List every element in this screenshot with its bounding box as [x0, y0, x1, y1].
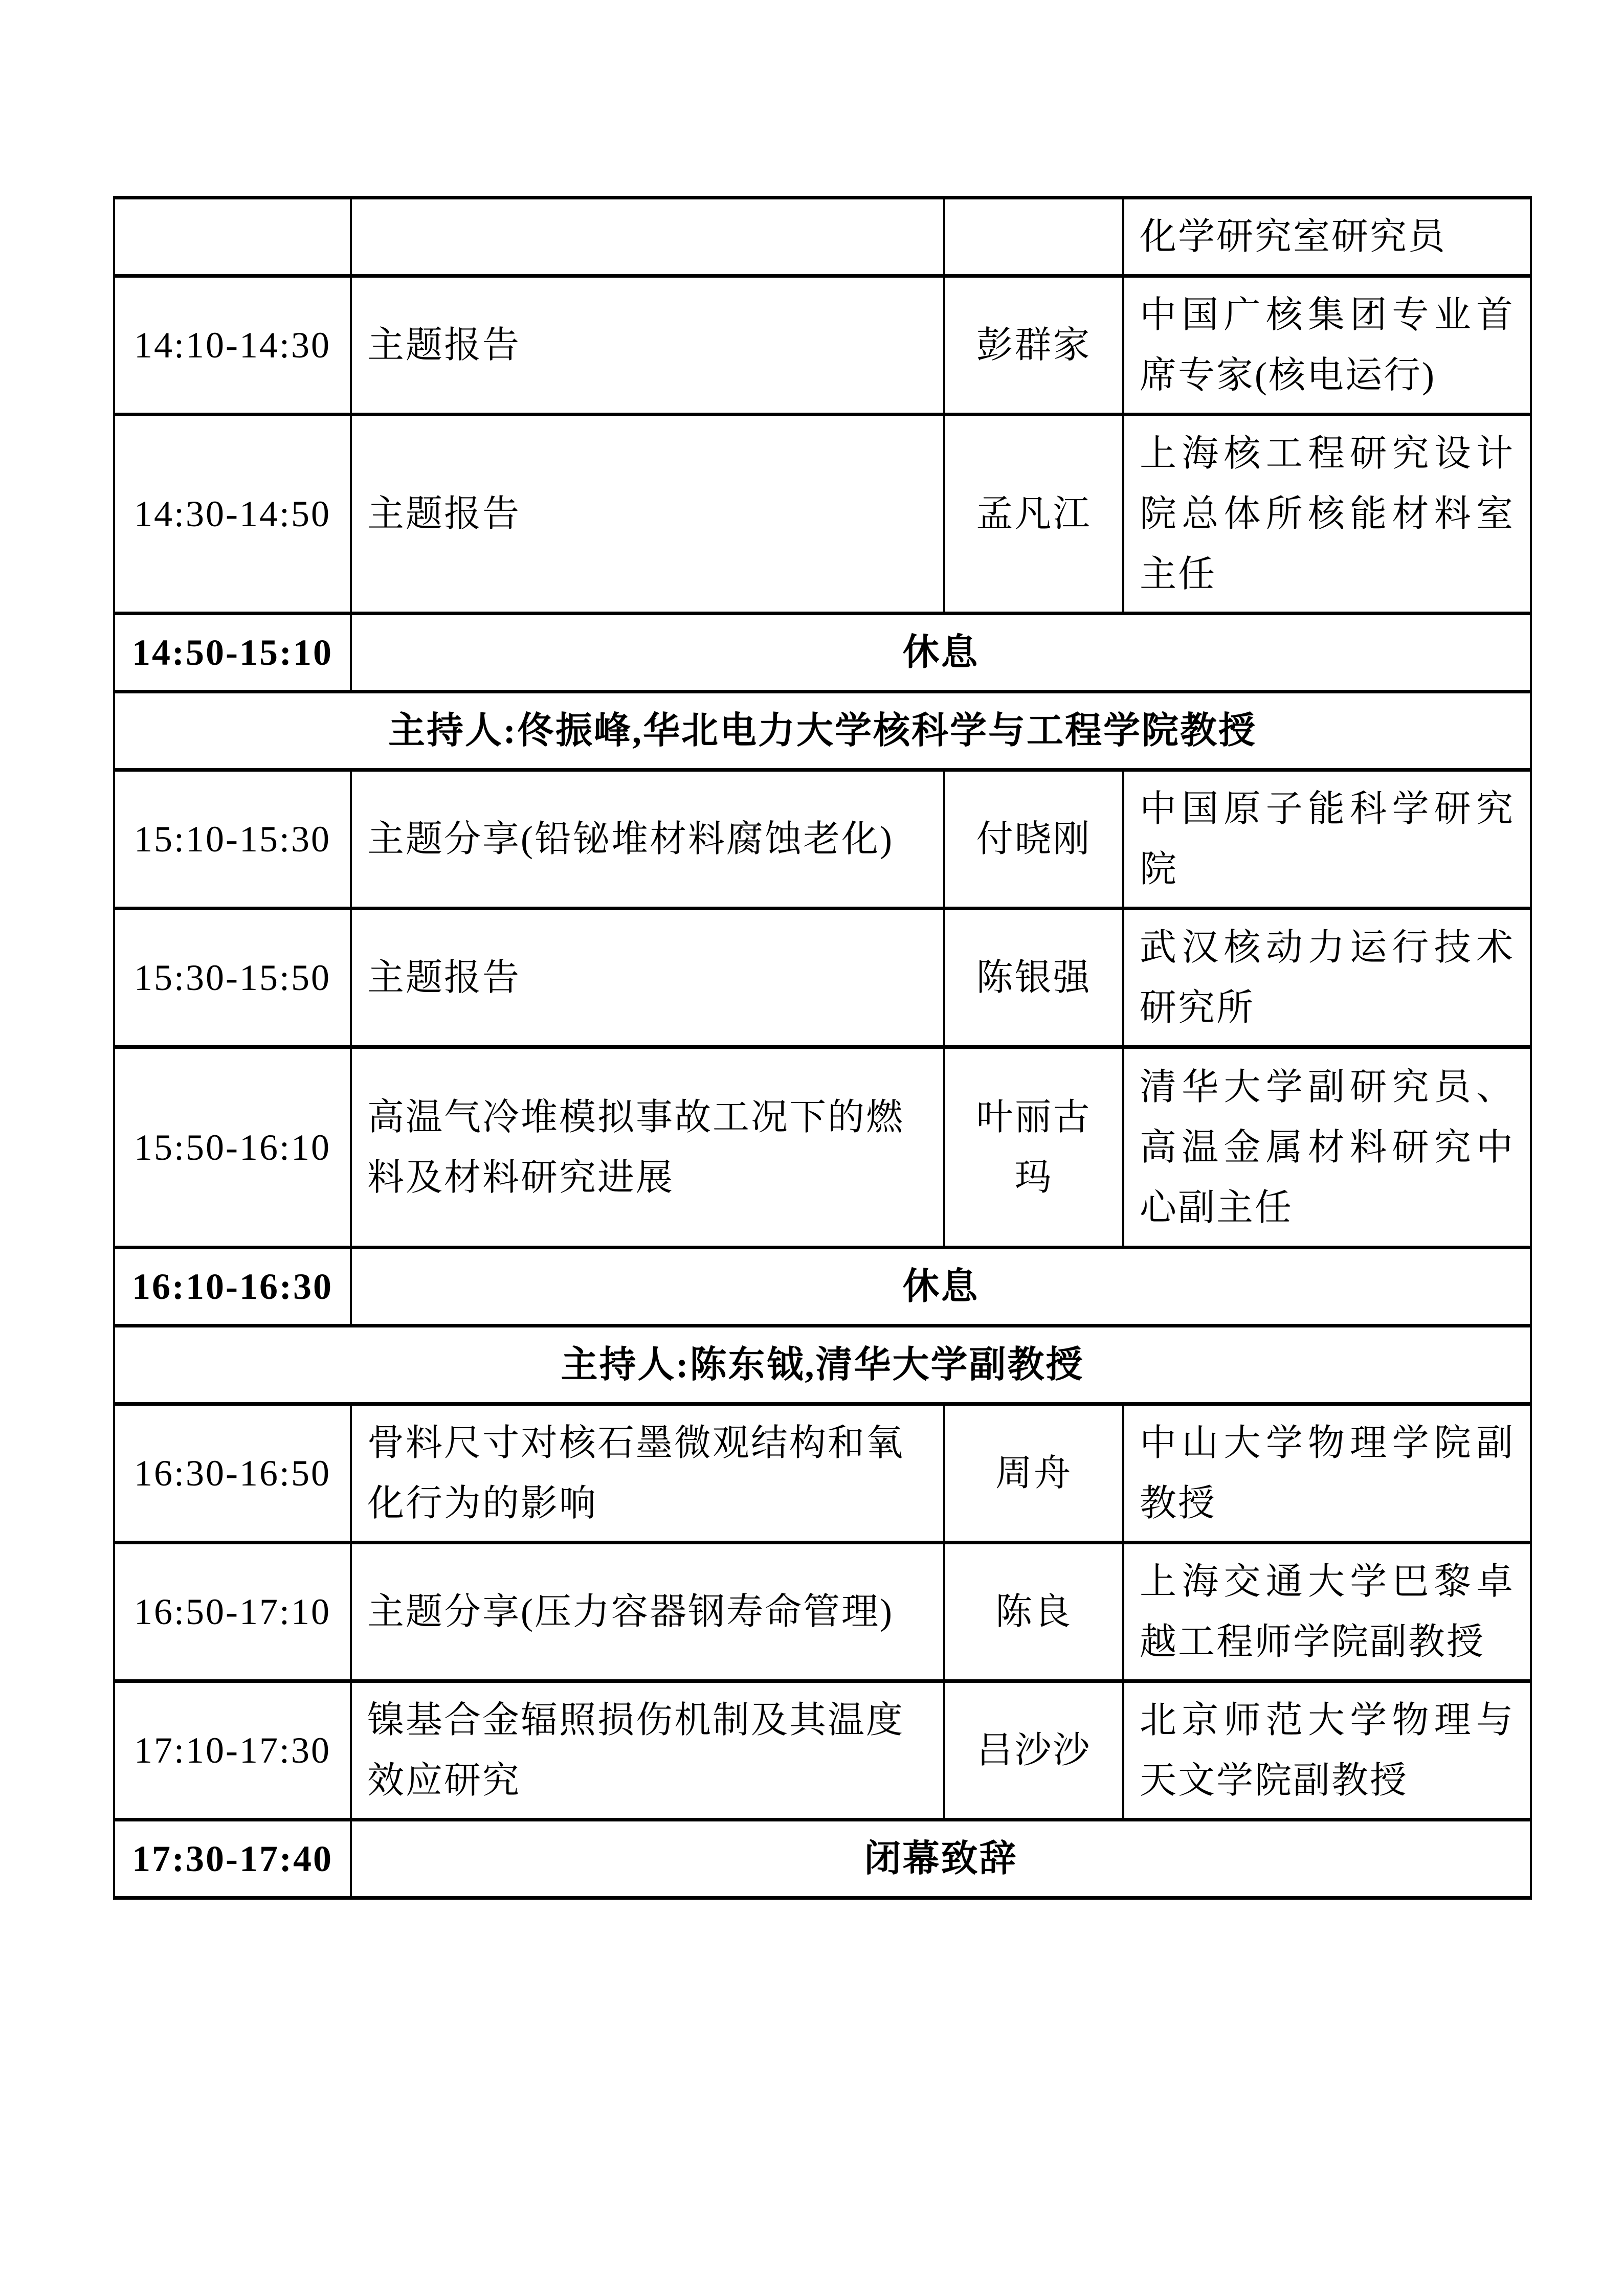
table-row-break [114, 1248, 1531, 1326]
topic-cell: 主题报告 [351, 415, 944, 614]
affiliation-cell: 中山大学物理学院副教授 [1123, 1404, 1531, 1543]
time-cell: 17:30-17:40 [114, 1820, 351, 1898]
table-row [114, 1404, 1531, 1543]
topic-cell: 主题报告 [351, 909, 944, 1047]
topic-cell: 主题分享(压力容器钢寿命管理) [351, 1543, 944, 1681]
time-cell: 14:10-14:30 [114, 276, 351, 415]
time-cell: 15:50-16:10 [114, 1047, 351, 1248]
time-cell: 15:10-15:30 [114, 770, 351, 909]
time-cell: 17:10-17:30 [114, 1681, 351, 1820]
speaker-cell: 付晓刚 [944, 770, 1123, 909]
speaker-cell: 彭群家 [944, 276, 1123, 415]
table-row [114, 198, 1531, 276]
table-row [114, 770, 1531, 909]
speaker-cell: 吕沙沙 [944, 1681, 1123, 1820]
speaker-cell: 叶丽古玛 [944, 1047, 1123, 1248]
table-row [114, 415, 1531, 614]
table-row-chair [114, 692, 1531, 770]
table-row [114, 1543, 1531, 1681]
affiliation-cell: 化学研究室研究员 [1123, 198, 1531, 276]
time-cell: 16:50-17:10 [114, 1543, 351, 1681]
time-cell: 15:30-15:50 [114, 909, 351, 1047]
speaker-cell: 陈银强 [944, 909, 1123, 1047]
topic-cell: 高温气冷堆模拟事故工况下的燃料及材料研究进展 [351, 1047, 944, 1248]
affiliation-cell: 上海交通大学巴黎卓越工程师学院副教授 [1123, 1543, 1531, 1681]
break-label-cell: 休息 [351, 614, 1531, 692]
table-row [114, 909, 1531, 1047]
closing-label-cell: 闭幕致辞 [351, 1820, 1531, 1898]
speaker-cell: 孟凡江 [944, 415, 1123, 614]
schedule-table [113, 196, 1532, 1900]
topic-cell: 镍基合金辐照损伤机制及其温度效应研究 [351, 1681, 944, 1820]
speaker-cell: 周舟 [944, 1404, 1123, 1543]
table-row [114, 1047, 1531, 1248]
topic-cell [351, 198, 944, 276]
table-row-break [114, 614, 1531, 692]
speaker-cell: 陈良 [944, 1543, 1123, 1681]
topic-cell: 主题分享(铅铋堆材料腐蚀老化) [351, 770, 944, 909]
time-cell: 16:10-16:30 [114, 1248, 351, 1326]
affiliation-cell: 中国广核集团专业首席专家(核电运行) [1123, 276, 1531, 415]
chair-label-cell: 主持人:陈东钺,清华大学副教授 [114, 1326, 1531, 1404]
break-label-cell: 休息 [351, 1248, 1531, 1326]
affiliation-cell: 清华大学副研究员、高温金属材料研究中心副主任 [1123, 1047, 1531, 1248]
time-cell: 14:30-14:50 [114, 415, 351, 614]
time-cell: 14:50-15:10 [114, 614, 351, 692]
chair-label-cell: 主持人:佟振峰,华北电力大学核科学与工程学院教授 [114, 692, 1531, 770]
table-row [114, 276, 1531, 415]
affiliation-cell: 北京师范大学物理与天文学院副教授 [1123, 1681, 1531, 1820]
affiliation-cell: 上海核工程研究设计院总体所核能材料室主任 [1123, 415, 1531, 614]
affiliation-cell: 中国原子能科学研究院 [1123, 770, 1531, 909]
affiliation-cell: 武汉核动力运行技术研究所 [1123, 909, 1531, 1047]
time-cell: 16:30-16:50 [114, 1404, 351, 1543]
topic-cell: 骨料尺寸对核石墨微观结构和氧化行为的影响 [351, 1404, 944, 1543]
table-row-chair [114, 1326, 1531, 1404]
topic-cell: 主题报告 [351, 276, 944, 415]
table-row-closing [114, 1820, 1531, 1898]
speaker-cell [944, 198, 1123, 276]
time-cell [114, 198, 351, 276]
table-row [114, 1681, 1531, 1820]
